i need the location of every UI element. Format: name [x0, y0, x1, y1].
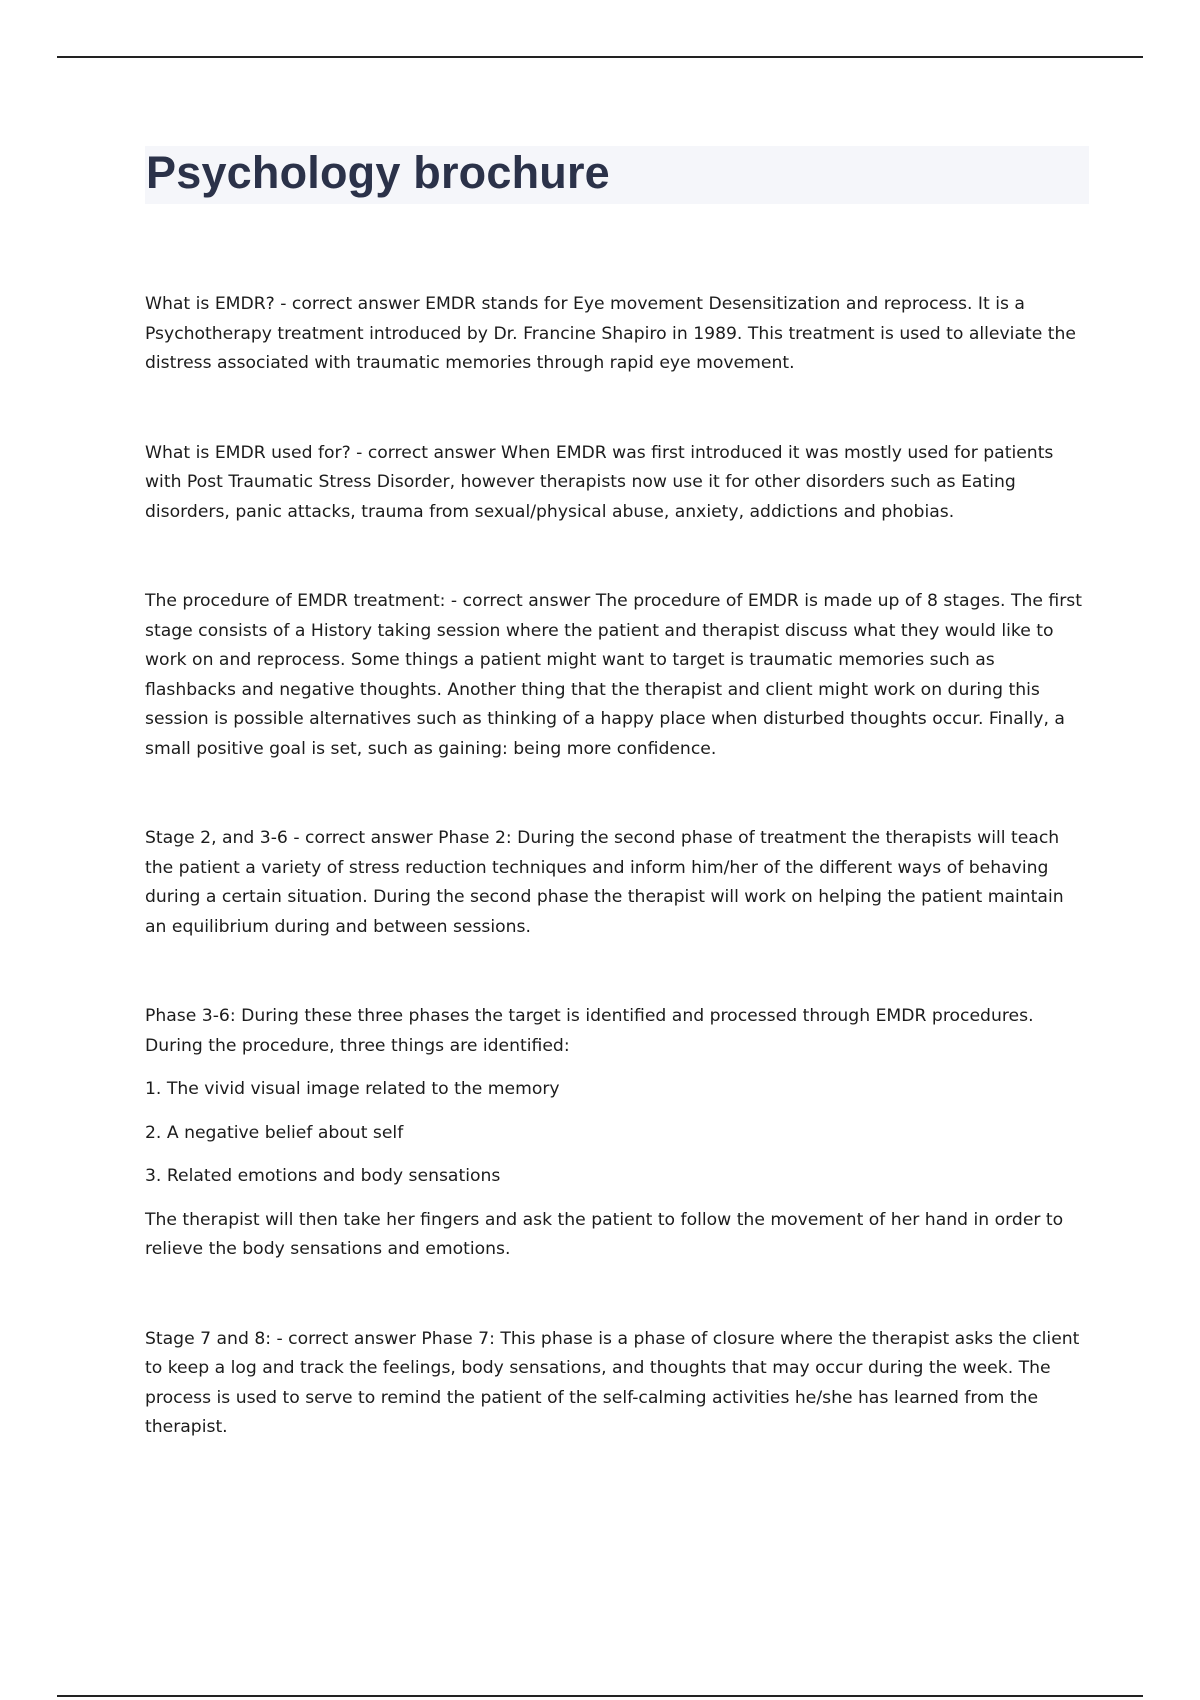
phase-3-6-closing: The therapist will then take her fingers and ask the patient to follow the movement of her hand in order to relieve the body sensations and emotions.: [145, 1209, 1064, 1259]
section-spacer: [145, 379, 1090, 439]
section-spacer: [145, 942, 1090, 1002]
page-title: Psychology brochure: [146, 147, 610, 198]
qa-stage-2-3-6: Stage 2, and 3-6 - correct answer Phase 2: During the second phase of treatment the therapists will teach the patient a variety of stress reduction techniques and inform him/her of the different ways of behaving during a certain situation. During the second phase the therapist will work on helping the patient maintain an equilibrium during and between sessions.: [145, 828, 1064, 937]
qa-procedure: The procedure of EMDR treatment: - correct answer The procedure of EMDR is made up of 8 stages. The first stage consists of a History taking session where the patient and therapist discuss what they would like to work on and reprocess. Some things a patient might want to target is traumatic memories such as flashbacks and negative thoughts. Another thing that the therapist and client might work on during this session is possible alternatives such as thinking of a happy place when disturbed thoughts occur. Finally, a small positive goal is set, such as gaining: being more confidence.: [145, 591, 1082, 759]
document-body: [145, 290, 1090, 1443]
qa-what-is-emdr: What is EMDR? - correct answer EMDR stands for Eye movement Desensitization and reprocess. It is a Psychotherapy treatment introduced by Dr. Francine Shapiro in 1989. This treatment is used to alleviate the distress associated with traumatic memories through rapid eye movement.: [145, 294, 1076, 373]
section-spacer: [145, 527, 1090, 587]
phase-3-6-intro: Phase 3-6: During these three phases the target is identified and processed through EMDR procedures. During the procedure, three things are identified:: [145, 1006, 1034, 1056]
section-spacer: [145, 1265, 1090, 1325]
bottom-rule: [57, 1695, 1143, 1697]
qa-emdr-used-for: What is EMDR used for? - correct answer When EMDR was first introduced it was mostly used for patients with Post Traumatic Stress Disorder, however therapists now use it for other disorders such as Eating disorders, panic attacks, trauma from sexual/physical abuse, anxiety, addictions and phobias.: [145, 442, 1054, 522]
top-rule: [57, 56, 1143, 58]
qa-stage-7-8: Stage 7 and 8: - correct answer Phase 7: This phase is a phase of closure where the therapist asks the client to keep a log and track the feelings, body sensations, and thoughts that may occur during the week. The process is used to serve to remind the patient of the self-calming activities he/she has learned from the therapist.: [145, 1328, 1080, 1437]
list-item: 1. The vivid visual image related to the memory: [145, 1079, 560, 1099]
list-item: 2. A negative belief about self: [145, 1122, 404, 1143]
section-spacer: [145, 764, 1090, 824]
list-item: 3. Related emotions and body sensations: [145, 1166, 501, 1186]
